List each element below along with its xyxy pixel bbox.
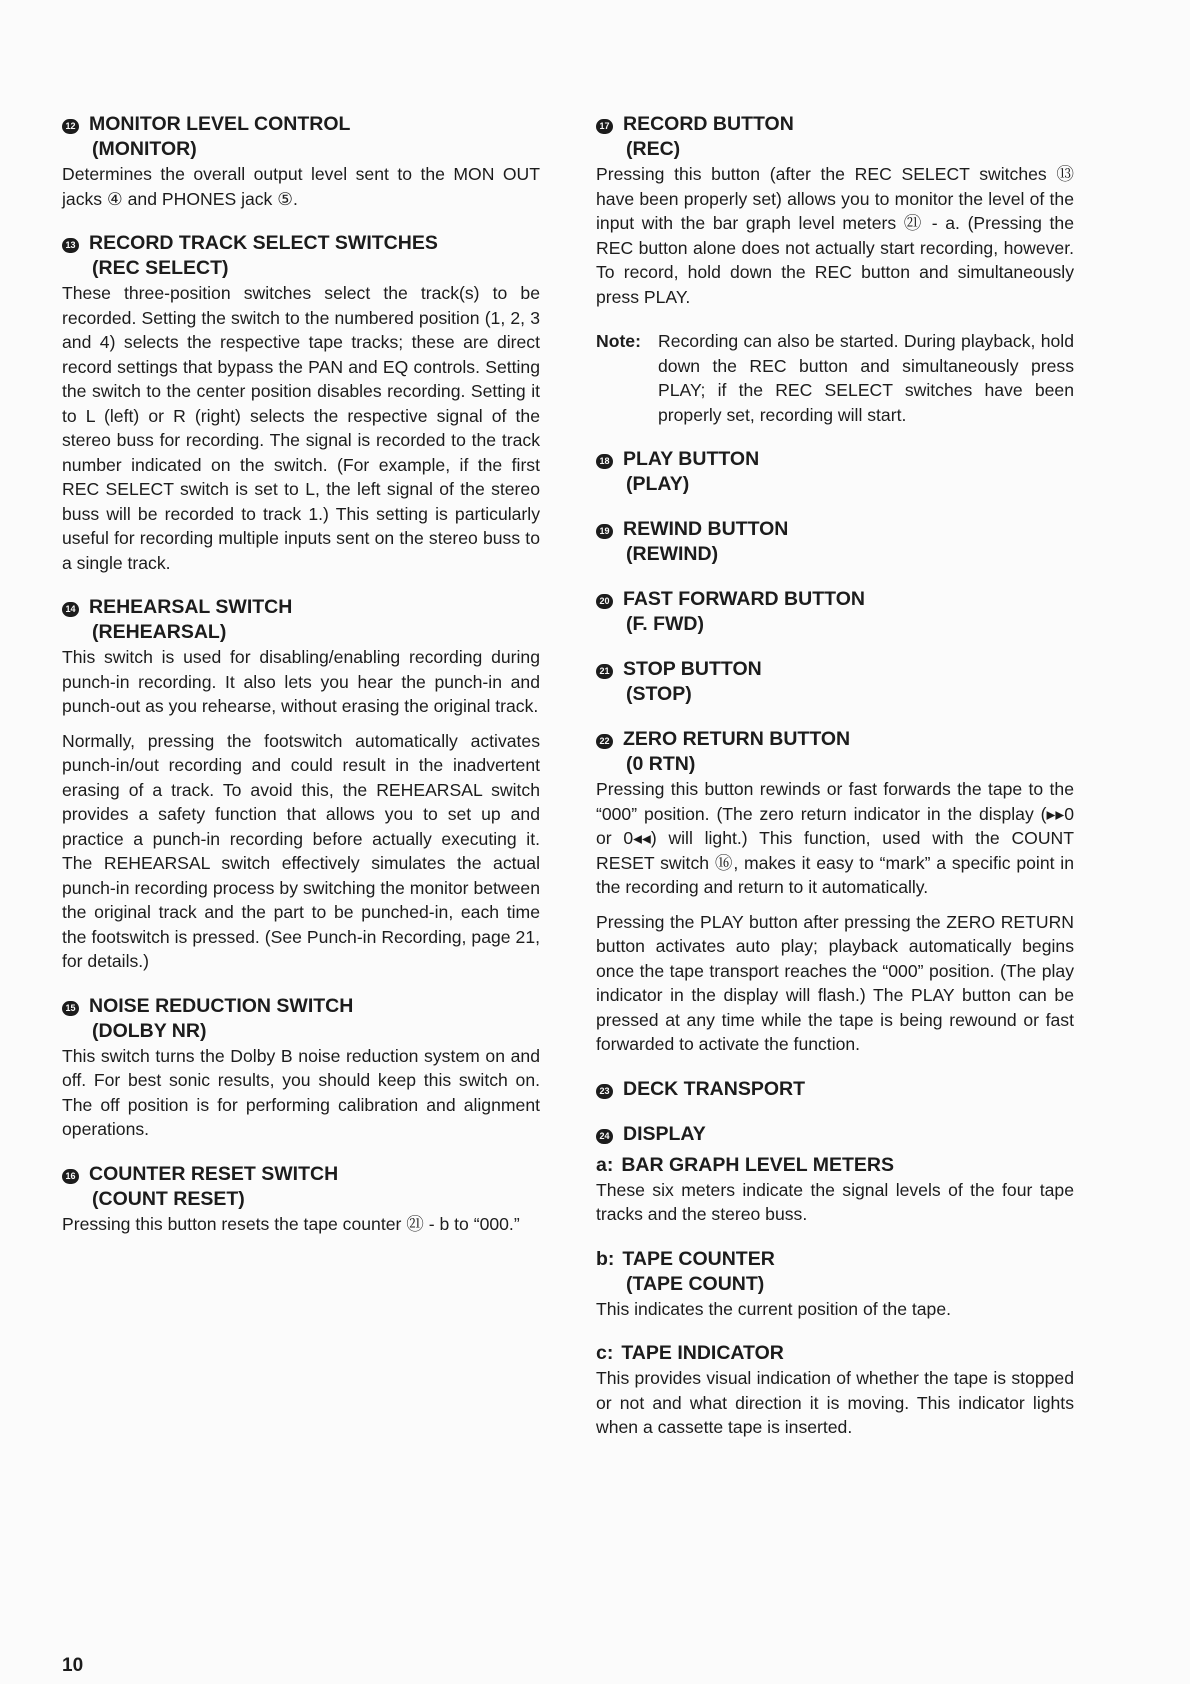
section-subtitle: (MONITOR): [92, 138, 197, 160]
section-title: TAPE INDICATOR: [621, 1342, 784, 1364]
section-title: REWIND BUTTON: [623, 518, 789, 540]
section-subtitle: (TAPE COUNT): [626, 1272, 765, 1295]
section-title: DISPLAY: [623, 1122, 706, 1145]
section-number-badge: 12: [62, 119, 79, 134]
section-counter-reset: [62, 1162, 540, 1237]
section-zero-return-button: [596, 727, 1074, 1057]
section-subtitle: (STOP): [626, 683, 692, 705]
section-subtitle: (REC): [626, 138, 681, 160]
section-number-badge: 15: [62, 1001, 79, 1016]
subsection-tape-counter: [596, 1247, 1074, 1322]
section-title: TAPE COUNTER: [622, 1247, 775, 1270]
section-subtitle: (DOLBY NR): [92, 1019, 207, 1042]
section-subtitle: (COUNT RESET): [92, 1187, 245, 1210]
section-title: BAR GRAPH LEVEL METERS: [621, 1153, 895, 1176]
subsection-tape-indicator: [596, 1341, 1074, 1440]
section-subtitle: (0 RTN): [626, 753, 696, 775]
note-label: Note:: [596, 331, 641, 351]
section-title: FAST FORWARD BUTTON: [623, 588, 865, 610]
paragraph: Pressing the PLAY button after pressing the ZERO RETURN button activates auto play; playback automatically begins once the tape transport reaches the “000” position. (The play indicator in the display will flash.) The PLAY button can be pressed at any time while the tape is being rewound or fast forwarded to activate the function.: [596, 911, 1074, 1054]
section-number-badge: 16: [62, 1169, 79, 1184]
section-deck-transport: [596, 1077, 1074, 1102]
section-fast-forward-button: [596, 587, 1074, 637]
paragraph: Determines the overall output level sent to the MON OUT jacks ④ and PHONES jack ⑤.: [62, 164, 540, 209]
section-number-badge: 23: [596, 1084, 613, 1099]
section-subtitle: (F. FWD): [626, 613, 704, 635]
paragraph: This switch is used for disabling/enabling recording during punch-in recording. It also lets you hear the punch-in and punch-out as you rehearse, without erasing the original track.: [62, 647, 540, 716]
page-number: 10: [62, 1655, 84, 1676]
section-title: MONITOR LEVEL CONTROL: [89, 113, 351, 135]
section-rewind-button: [596, 517, 1074, 567]
note-block: [596, 329, 1074, 427]
subsection-letter: c:: [596, 1342, 614, 1364]
left-column: [62, 112, 540, 1256]
paragraph: These three-position switches select the track(s) to be recorded. Setting the switch to the numbered position (1, 2, 3 and 4) selects the respective tape tracks; these are direct record settings that bypass the PAN and EQ controls. Setting the switch to the center position disables recording. Setting it to L (left) or R (right) selects the respective signal of the stereo buss for recording. The signal is recorded to the track number indicated on the switch. (For example, if the first REC SELECT switch is set to L, the left signal of the stereo buss will be recorded to track 1.) This setting is particularly useful for recording multiple inputs sent on the stereo buss to a single track.: [62, 283, 540, 573]
section-title: COUNTER RESET SWITCH: [89, 1162, 339, 1185]
section-subtitle: (PLAY): [626, 473, 690, 495]
right-column: [596, 112, 1074, 1460]
paragraph: Pressing this button (after the REC SELECT switches ⑬ have been properly set) allows you to monitor the level of the input with the bar graph level meters ㉑ - a. (Pressing the REC button alone does not actually start recording, however. To record, hold down the REC button and simultaneously press PLAY.: [596, 164, 1074, 307]
section-number-badge: 21: [596, 664, 613, 679]
section-record-button: [596, 112, 1074, 309]
subsection-letter: a:: [596, 1153, 614, 1176]
section-title: ZERO RETURN BUTTON: [623, 728, 851, 750]
section-title: PLAY BUTTON: [623, 448, 760, 470]
paragraph: This provides visual indication of whether the tape is stopped or not and what direction it is moving. This indicator lights when a cassette tape is inserted.: [596, 1368, 1074, 1437]
section-play-button: [596, 447, 1074, 497]
section-record-track-select: [62, 231, 540, 575]
section-number-badge: 17: [596, 119, 613, 134]
section-number-badge: 13: [62, 238, 79, 253]
section-title: DECK TRANSPORT: [623, 1077, 806, 1100]
section-stop-button: [596, 657, 1074, 707]
section-number-badge: 20: [596, 594, 613, 609]
section-number-badge: 18: [596, 454, 613, 469]
section-title: RECORD BUTTON: [623, 113, 794, 135]
note-text: Recording can also be started. During playback, hold down the REC button and simultaneously press PLAY; if the REC SELECT switches have been properly set, recording will start.: [658, 331, 1074, 425]
section-monitor-level: [62, 112, 540, 211]
section-title: NOISE REDUCTION SWITCH: [89, 994, 354, 1017]
section-number-badge: 14: [62, 602, 79, 617]
section-rehearsal-switch: [62, 595, 540, 974]
section-title: RECORD TRACK SELECT SWITCHES: [89, 232, 438, 254]
section-subtitle: (REWIND): [626, 543, 719, 565]
section-subtitle: (REHEARSAL): [92, 621, 227, 643]
subsection-letter: b:: [596, 1247, 615, 1270]
section-number-badge: 22: [596, 734, 613, 749]
subsection-bar-graph-meters: [596, 1153, 1074, 1227]
paragraph: Pressing this button rewinds or fast forwards the tape to the “000” position. (The zero return indicator in the display (▸▸0 or 0◂◂) will light.) This function, used with the COUNT RESET switch ⑯, makes it easy to “mark” a specific point in the recording and return to it automatically.: [596, 779, 1074, 897]
paragraph: Normally, pressing the footswitch automatically activates punch-in/out recording and could result in the inadvertent erasing of a track. To avoid this, the REHEARSAL switch provides a safety function that allows you to set up and practice a punch-in recording before actually executing it. The REHEARSAL switch effectively simulates the actual punch-in recording process by switching the monitor between the original track and the part to be punched-in, each time the footswitch is pressed. (See Punch-in Recording, page 21, for details.): [62, 730, 540, 971]
section-display: [596, 1122, 1074, 1147]
paragraph: This indicates the current position of the tape.: [596, 1298, 952, 1319]
section-number-badge: 24: [596, 1129, 613, 1144]
paragraph: Pressing this button resets the tape counter ㉑ - b to “000.”: [62, 1213, 520, 1234]
paragraph: These six meters indicate the signal levels of the four tape tracks and the stereo buss.: [596, 1179, 1074, 1224]
section-number-badge: 19: [596, 524, 613, 539]
section-noise-reduction: [62, 994, 540, 1142]
section-subtitle: (REC SELECT): [92, 257, 229, 279]
section-title: STOP BUTTON: [623, 658, 762, 680]
paragraph: This switch turns the Dolby B noise reduction system on and off. For best sonic results, you should keep this switch on. The off position is for performing calibration and alignment operations.: [62, 1045, 540, 1139]
section-title: REHEARSAL SWITCH: [89, 596, 293, 618]
